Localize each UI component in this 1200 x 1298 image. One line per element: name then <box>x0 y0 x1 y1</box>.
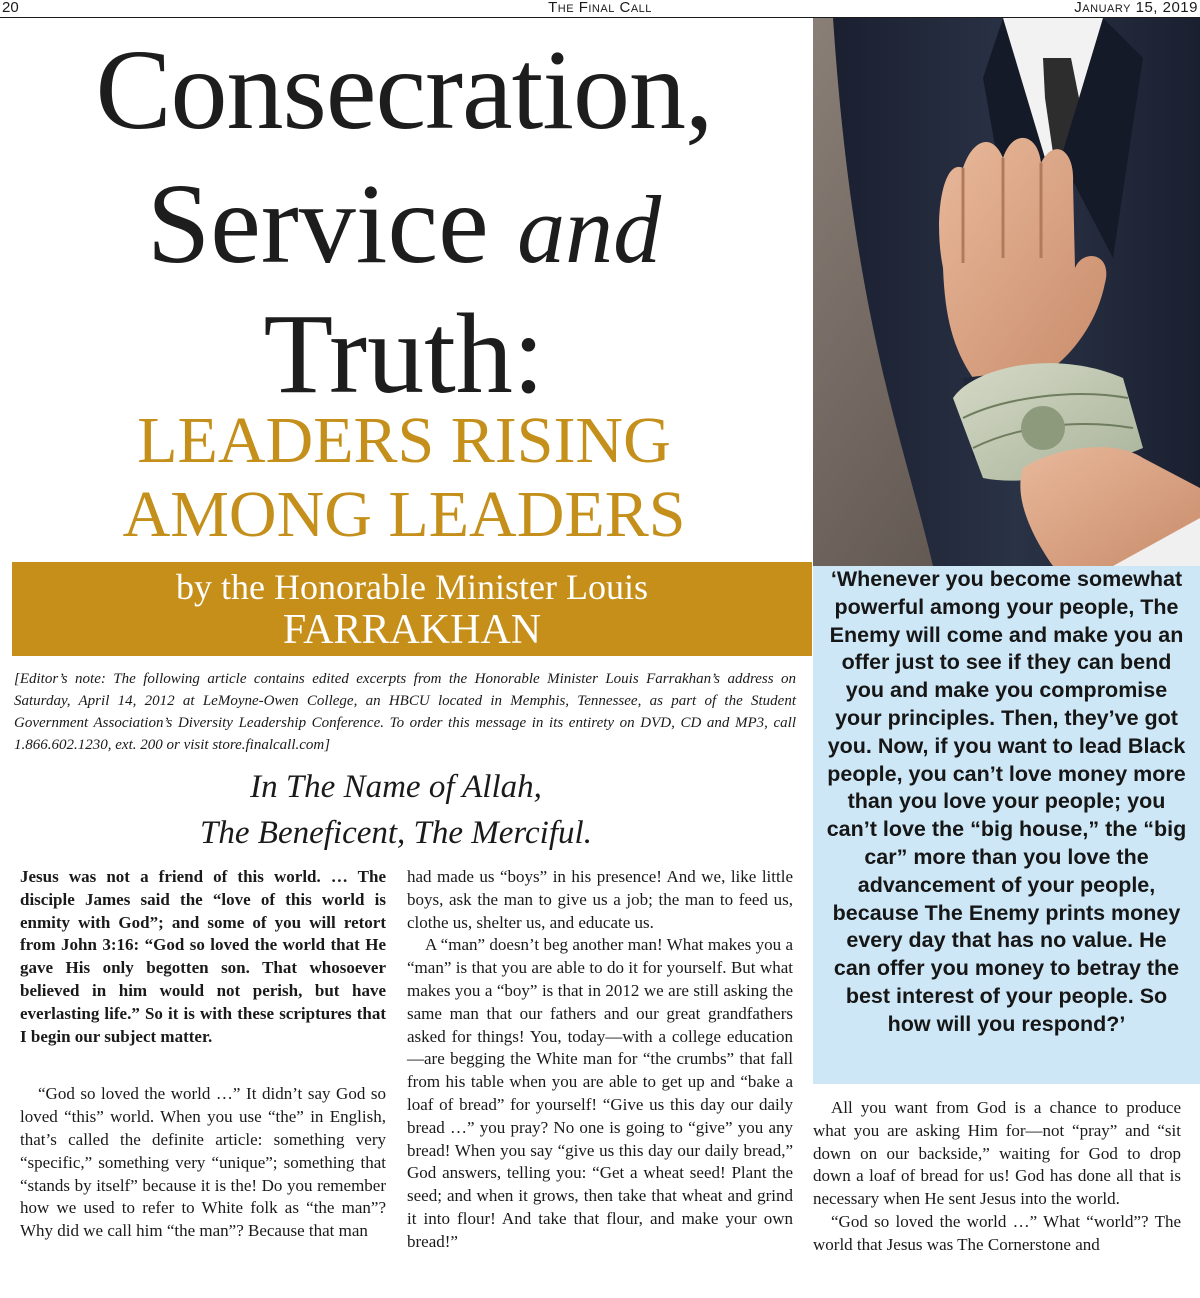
byline-author: FARRAKHAN <box>282 607 542 653</box>
byline-banner <box>12 562 812 656</box>
byline-text: by the Honorable Minister Louis <box>176 567 648 607</box>
headline-line-3: Truth: <box>263 290 545 417</box>
subtitle-line-1: LEADERS RISING <box>137 404 671 477</box>
invocation-line-2: The Beneficent, The Merciful. <box>200 815 592 851</box>
paragraph: had made us “boys” in his presence! And we, like little boys, ask the man to give us a job; the man to feed us, clothe us, shelter us, and educate us. <box>407 867 793 932</box>
page-header <box>0 0 1200 18</box>
photo-illustration <box>813 18 1200 566</box>
paragraph: All you want from God is a chance to produce what you are asking Him for—not “pray” and “sit down on our backside,” waiting for God to drop down a loaf of bread for us! God has done all that is necessary when He sent Jesus into the world. <box>813 1098 1181 1209</box>
subtitle-line-2: AMONG LEADERS <box>122 478 686 551</box>
publication-name: The Final Call <box>548 0 652 16</box>
editors-note: [Editor’s note: The following article contains edited excerpts from the Honorable Minister Louis Farrakhan’s address on Saturday, April 14, 2012 at LeMoyne-Owen College, an HBCU located in Memphis, Tennessee, as part of the Student Government Association’s Diversity Leadership Conference. To order this message in its entirety on DVD, CD and MP3, call 1.866.602.1230, ext. 200 or visit store.finalcall.com] <box>14 671 796 753</box>
article-column-1 <box>20 866 386 1243</box>
headline-service: Service <box>146 160 518 287</box>
article-column-3 <box>813 1097 1181 1257</box>
page-number: 20 <box>2 0 19 16</box>
paragraph: “God so loved the world …” It didn’t say God so loved “this” world. When you use “the” in English, that’s called the definite article: something very “specific,” something very “unique”; something that “stands by itself” because it is the! Do you remember how we used to refer to White folk as “the man”? Why did we call him “the man”? Because that man <box>20 1084 386 1241</box>
paragraph: “God so loved the world …” What “world”? The world that Jesus was The Cornerstone and <box>813 1211 1181 1254</box>
issue-date: January 15, 2019 <box>1074 0 1198 16</box>
headline-line-1: Consecration, <box>95 26 713 153</box>
headline-and: and <box>517 176 662 283</box>
invocation <box>0 764 792 856</box>
pull-quote: ‘Whenever you become somewhat powerful among your people, The Enemy will come and make you an offer just to see if they can bend you and make you compromise your principles. Then, they’ve got you. Now, if you want to lead Black people, you can’t love money more than you love your people; you can’t love the “big house,” the “big car” more than you love the advancement of your people, because The Enemy prints money every day that has no value. He can offer you money to betray the best interest of your people. So how will you respond?’ <box>826 567 1187 1036</box>
headline-line-2 <box>0 158 808 296</box>
lead-paragraph: Jesus was not a friend of this world. … The disciple James said the “love of this world is enmity with God”; and some of you will retort from John 3:16: “God so loved the world that He gave His only begotten son. That whosoever believed in him would not perish, but have everlasting life.” So it is with these scriptures that I begin our subject matter. <box>20 867 386 1046</box>
photo-refusing-bribe <box>813 18 1200 566</box>
paragraph: A “man” doesn’t beg another man! What makes you a “man” is that you are able to do it for yourself. But what makes you a “boy” is that in 2012 we are still asking the same man that our fathers and our great grandfathers asked for things! You, today—with a college education—are begging the White man for “the crumbs” that fall from his table when you are able to get up and “bake a loaf of bread” for yourself! “Give us this day our daily bread …” you pray? No one is going to “give” you any bread! When you say “give us this day our daily bread,” God answers, telling you: “Get a wheat seed! Plant the seed; and when it grows, then take that wheat and grind it into flour! And take that flour, and make your own bread!” <box>407 935 793 1251</box>
article-column-2 <box>407 866 793 1254</box>
pull-quote-box <box>813 566 1200 1084</box>
invocation-line-1: In The Name of Allah, <box>250 769 542 805</box>
